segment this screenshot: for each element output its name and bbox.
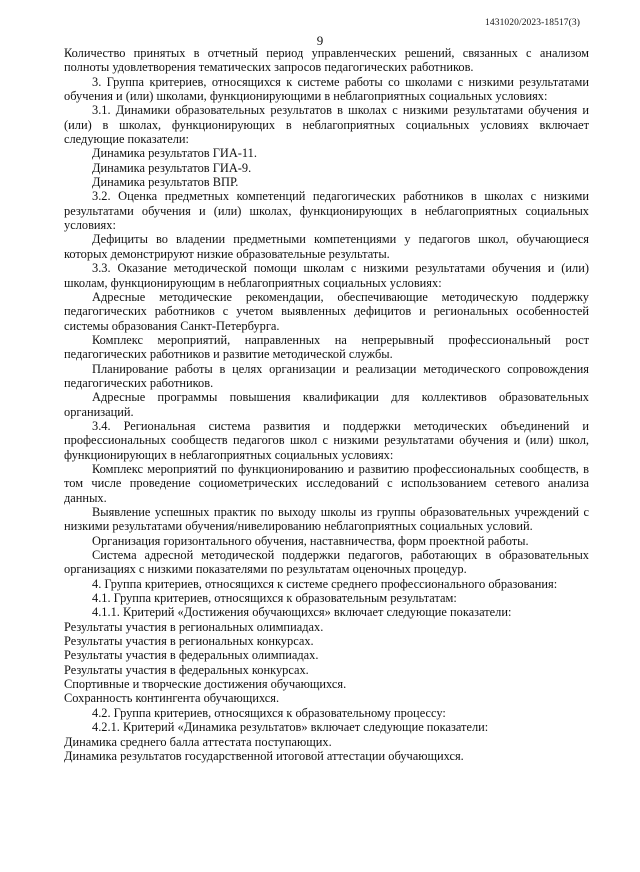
indicator-item: Планирование работы в целях организации и реализации методического сопровождения педагогических работников. bbox=[64, 361, 589, 390]
indicator-item: Динамика среднего балла аттестата поступающих. bbox=[64, 734, 332, 749]
indicator-item: Выявление успешных практик по выходу школы из группы образовательных учреждений с низкими результатами обучения/нивелированию неблагоприятных социальных условий. bbox=[64, 505, 589, 534]
document-registration-number: 1431020/2023-18517(3) bbox=[485, 18, 580, 28]
document-body bbox=[64, 46, 589, 763]
subsection-heading: 3.4. Региональная система развития и поддержки методических объединений и профессиональных сообществ педагогов школ с низкими результатами обучения и (или) школ, функционирующих в неблагоприятных социальных условиях: bbox=[64, 418, 589, 462]
indicator-item: Спортивные и творческие достижения обучающихся. bbox=[64, 677, 347, 692]
indicator-item: Сохранность контингента обучающихся. bbox=[64, 691, 280, 706]
indicator-item: Результаты участия в федеральных конкурсах. bbox=[64, 662, 309, 677]
subsection-heading: 3.2. Оценка предметных компетенций педагогических работников в школах с низкими результатами обучения и (или) школах, функционирующих в неблагоприятных социальных условиях: bbox=[64, 189, 589, 233]
indicator-item: Дефициты во владении предметными компетенциями у педагогов школ, обучающиеся которых демонстрируют низкие образовательные результаты. bbox=[64, 232, 589, 261]
indicator-item: Результаты участия в региональных олимпиадах. bbox=[64, 619, 324, 634]
subsection-heading: 4.1. Группа критериев, относящихся к образовательным результатам: bbox=[92, 591, 457, 606]
indicator-item: Комплекс мероприятий, направленных на непрерывный профессиональный рост педагогических работников и развитие методической службы. bbox=[64, 332, 589, 362]
indicator-item: Динамика результатов ГИА-9. bbox=[92, 160, 252, 175]
indicator-item: Результаты участия в региональных конкурсах. bbox=[64, 634, 314, 649]
indicator-item: Система адресной методической поддержки педагогов, работающих в образовательных организациях с низкими показателями по результатам оценочных процедур. bbox=[64, 548, 589, 577]
subsection-heading: 3.3. Оказание методической помощи школам с низкими результатами обучения и (или) школам, функционирующим в неблагоприятных социальных условиях: bbox=[64, 261, 589, 290]
section-heading: 4. Группа критериев, относящихся к системе среднего профессионального образования: bbox=[92, 576, 558, 591]
indicator-item: Динамика результатов ГИА-11. bbox=[92, 146, 257, 161]
section-heading: 3. Группа критериев, относящихся к системе работы со школами с низкими результатами обучения и (или) школами, функционирующими в неблагоприятных социальных условиях: bbox=[64, 74, 589, 104]
indicator-item: Динамика результатов ВПР. bbox=[92, 175, 239, 190]
subsection-heading: 3.1. Динамики образовательных результатов в школах с низкими результатами обучения и (или) в школах, функционирующих в неблагоприятных социальных условиях включает следующие показатели: bbox=[64, 103, 589, 147]
criterion-heading: 4.2.1. Критерий «Динамика результатов» включает следующие показатели: bbox=[92, 720, 489, 735]
criterion-heading: 4.1.1. Критерий «Достижения обучающихся» включает следующие показатели: bbox=[92, 605, 512, 620]
indicator-item: Адресные программы повышения квалификации для коллективов образовательных организаций. bbox=[64, 390, 589, 419]
paragraph: Количество принятых в отчетный период управленческих решений, связанных с анализом полноты удовлетворения тематических запросов педагогических работников. bbox=[64, 46, 589, 75]
page-number: 9 bbox=[316, 33, 324, 48]
indicator-item: Результаты участия в федеральных олимпиадах. bbox=[64, 648, 319, 663]
indicator-item: Комплекс мероприятий по функционированию и развитию профессиональных сообществ, в том числе проведение социометрических исследований с использованием сетевого анализа данных. bbox=[64, 461, 589, 505]
subsection-heading: 4.2. Группа критериев, относящихся к образовательному процессу: bbox=[92, 705, 446, 720]
indicator-item: Адресные методические рекомендации, обеспечивающие методическую поддержку педагогических работников с учетом выявленных дефицитов и региональных особенностей системы образования Санкт-Петербурга. bbox=[64, 289, 589, 333]
indicator-item: Динамика результатов государственной итоговой аттестации обучающихся. bbox=[64, 748, 464, 763]
indicator-item: Организация горизонтального обучения, наставничества, форм проектной работы. bbox=[92, 533, 529, 548]
